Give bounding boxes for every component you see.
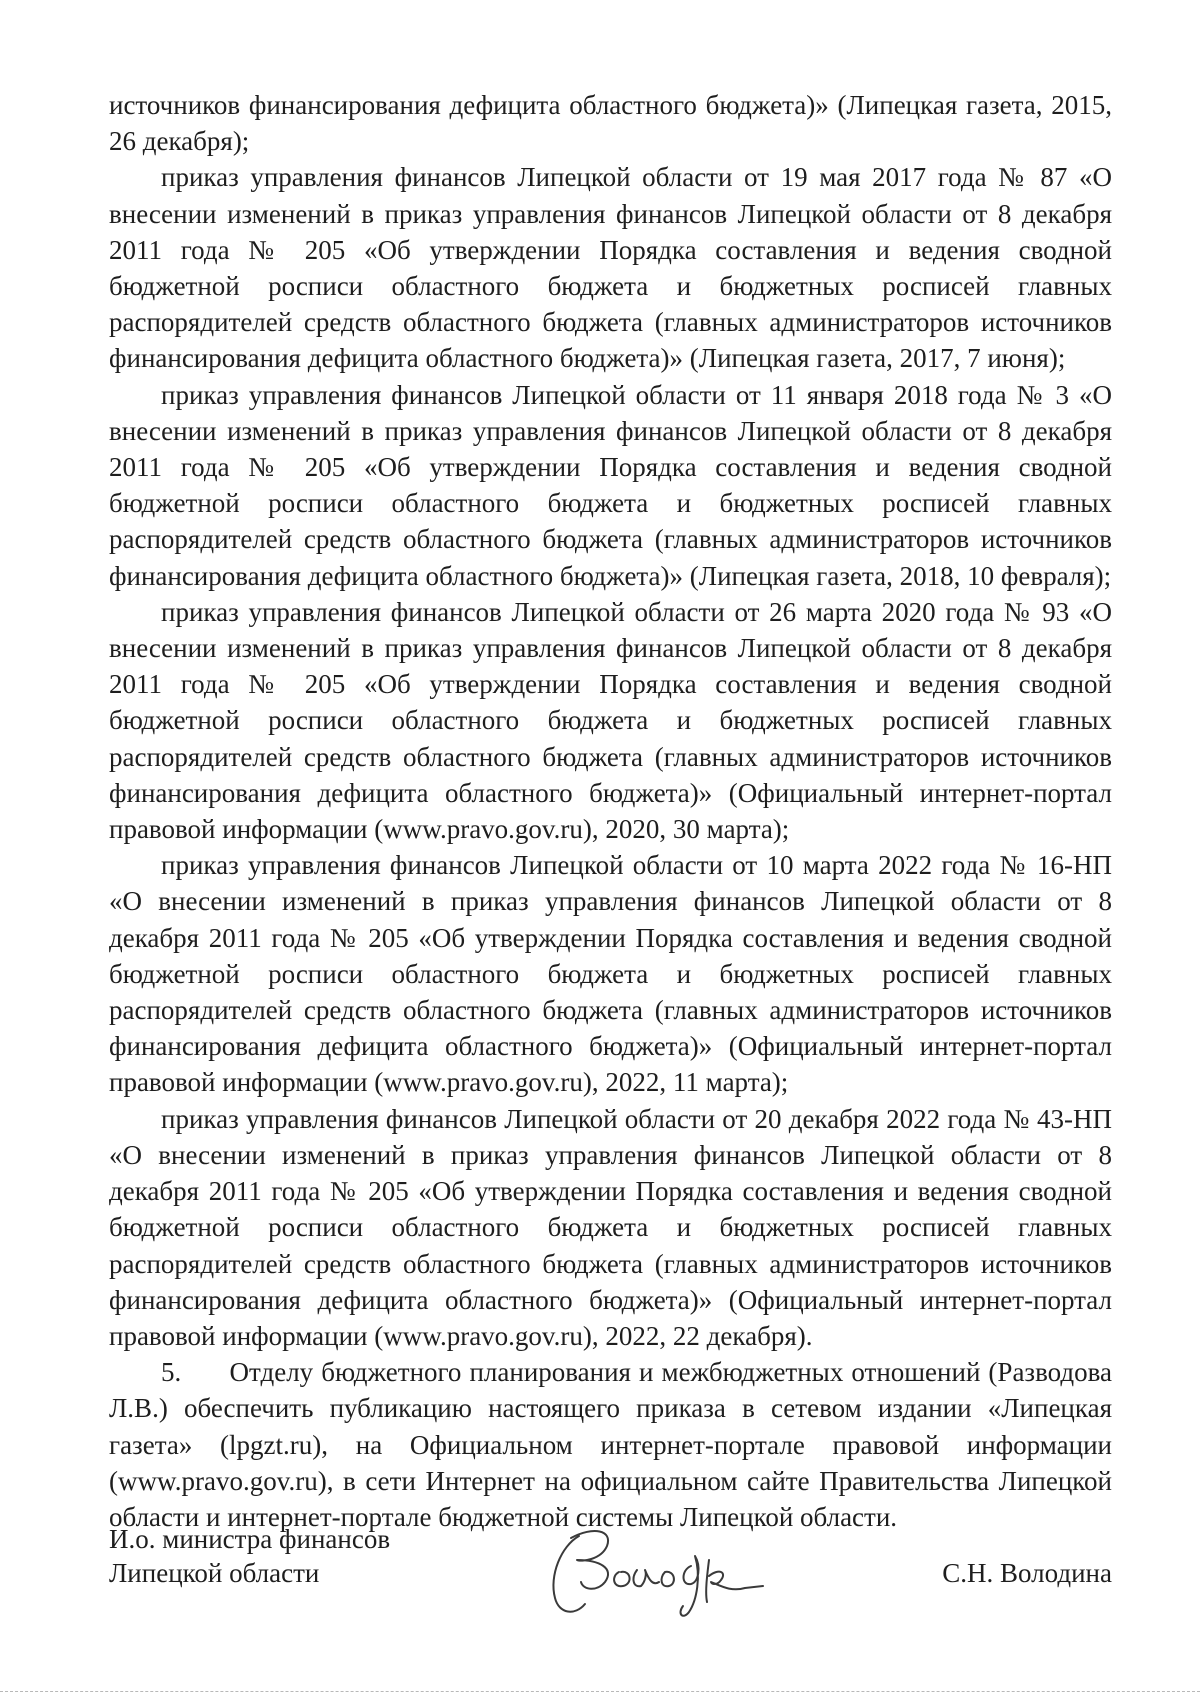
paragraph-continuation: источников финансирования дефицита областного бюджета)» (Липецкая газета, 2015, 26 декабря); bbox=[109, 90, 1112, 157]
page-bottom-edge bbox=[0, 1691, 1200, 1692]
signatory-name: С.Н. Володина bbox=[942, 1558, 1112, 1588]
document-body bbox=[109, 87, 1119, 1535]
paragraph-item-5: 5. Отделу бюджетного планирования и межбюджетных отношений (Разводова Л.В.) обеспечить публикацию настоящего приказа в сетевом издании «Липецкая газета» (lpgzt.ru), на Официальном интернет-портале правовой информации (www.pravo.gov.ru), в сети Интернет на официальном сайте Правительства Липецкой области и интернет-портале бюджетной системы Липецкой области. bbox=[109, 1357, 1119, 1532]
paragraph-order-2022-december: приказ управления финансов Липецкой области от 20 декабря 2022 года № 43-НП «О внесении изменений в приказ управления финансов Липецкой области от 8 декабря 2011 года № 205 «Об утверждении Порядка составления и ведения сводной бюджетной росписи областного бюджета и бюджетных росписей главных распорядителей средств областного бюджета (главных администраторов источников финансирования дефицита областного бюджета)» (Официальный интернет-портал правовой информации (www.pravo.gov.ru), 2022, 22 декабря). bbox=[109, 1103, 1112, 1351]
paragraph-order-2017: приказ управления финансов Липецкой области от 19 мая 2017 года № 87 «О внесении изменений в приказ управления финансов Липецкой области от 8 декабря 2011 года № 205 «Об утверждении Порядка составления и ведения сводной бюджетной росписи областного бюджета и бюджетных росписей главных распорядителей средств областного бюджета (главных администраторов источников финансирования дефицита областного бюджета)» (Липецкая газета, 2017, 7 июня); bbox=[109, 162, 1112, 374]
signatory-position bbox=[109, 1522, 390, 1590]
signatory-position-line2: Липецкой области bbox=[109, 1558, 320, 1588]
signature-block bbox=[109, 1522, 1112, 1632]
paragraph-order-2022-march: приказ управления финансов Липецкой области от 10 марта 2022 года № 16-НП «О внесении изменений в приказ управления финансов Липецкой области от 8 декабря 2011 года № 205 «Об утверждении Порядка составления и ведения сводной бюджетной росписи областного бюджета и бюджетных росписей главных распорядителей средств областного бюджета (главных администраторов источников финансирования дефицита областного бюджета)» (Официальный интернет-портал правовой информации (www.pravo.gov.ru), 2022, 11 марта); bbox=[109, 850, 1112, 1098]
handwritten-signature bbox=[541, 1516, 771, 1626]
paragraph-order-2020: приказ управления финансов Липецкой области от 26 марта 2020 года № 93 «О внесении изменений в приказ управления финансов Липецкой области от 8 декабря 2011 года № 205 «Об утверждении Порядка составления и ведения сводной бюджетной росписи областного бюджета и бюджетных росписей главных распорядителей средств областного бюджета (главных администраторов источников финансирования дефицита областного бюджета)» (Официальный интернет-портал правовой информации (www.pravo.gov.ru), 2020, 30 марта); bbox=[109, 596, 1112, 845]
signatory-position-line1: И.о. министра финансов bbox=[109, 1524, 391, 1554]
paragraph-order-2018: приказ управления финансов Липецкой области от 11 января 2018 года № 3 «О внесении изменений в приказ управления финансов Липецкой области от 8 декабря 2011 года № 205 «Об утверждении Порядка составления и ведения сводной бюджетной росписи областного бюджета и бюджетных росписей главных распорядителей средств областного бюджета (главных администраторов источников финансирования дефицита областного бюджета)» (Липецкая газета, 2018, 10 февраля); bbox=[109, 379, 1112, 591]
